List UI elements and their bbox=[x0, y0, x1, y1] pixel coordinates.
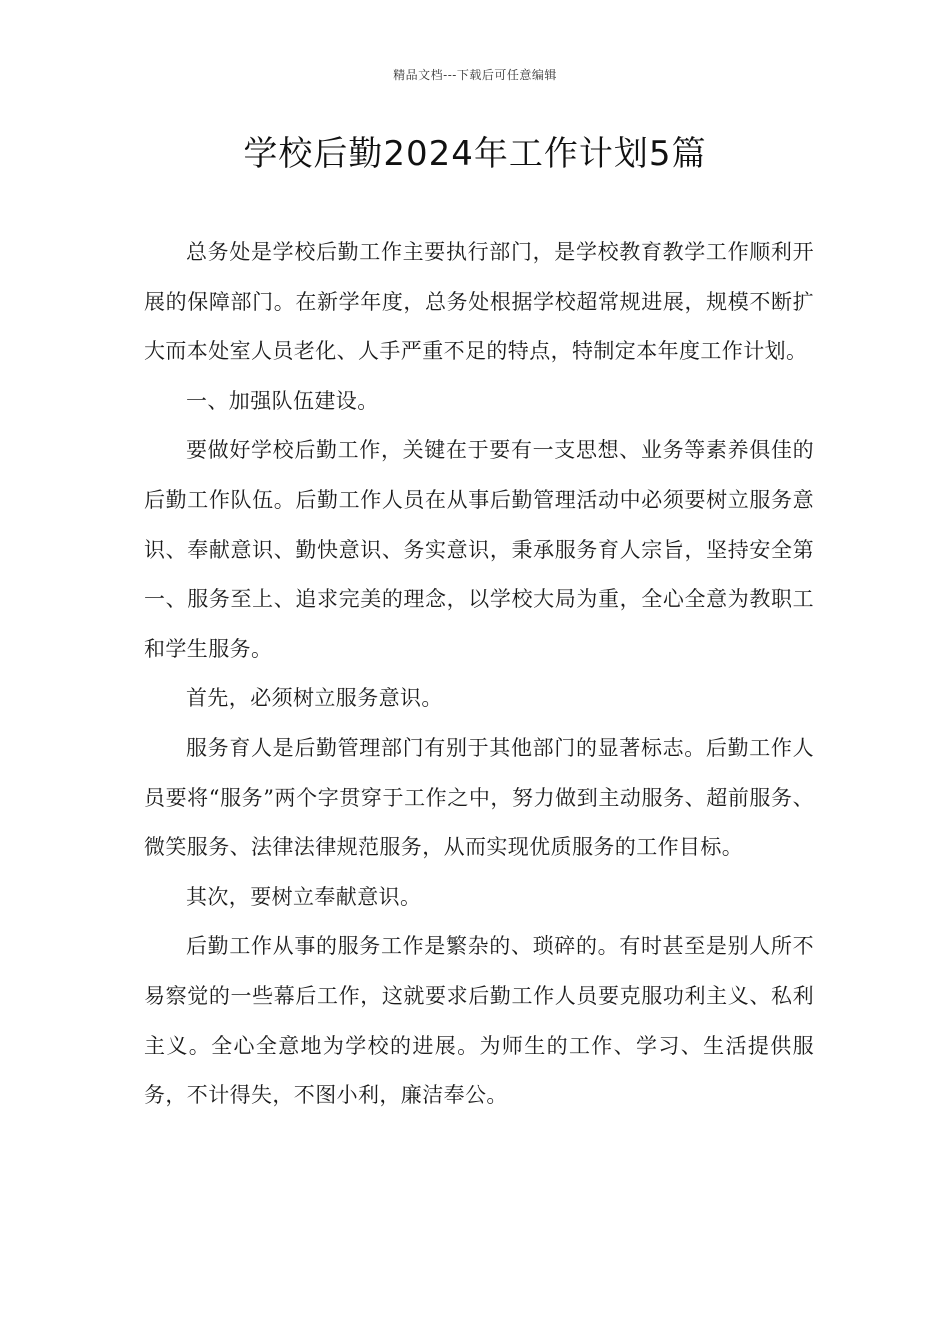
paragraph-service-awareness: 服务育人是后勤管理部门有别于其他部门的显著标志。后勤工作人员要将“服务”两个字贯穿于工作之中，努力做到主动服务、超前服务、微笑服务、法律法律规范服务，从而实现优质服务的工作目标。 bbox=[144, 735, 814, 860]
document-title: 学校后勤2024年工作计划5篇 bbox=[243, 134, 707, 174]
paragraph-intro: 总务处是学校后勤工作主要执行部门，是学校教育教学工作顺利开展的保障部门。在新学年度，总务处根据学校超常规进展，规模不断扩大而本处室人员老化、人手严重不足的特点，特制定本年度工作计划。 bbox=[144, 240, 814, 364]
header-note: 精品文档---下载后可任意编辑 bbox=[393, 68, 557, 82]
paragraph-dedication-heading: 其次，要树立奉献意识。 bbox=[186, 884, 422, 909]
paragraph-dedication: 后勤工作从事的服务工作是繁杂的、琐碎的。有时甚至是别人所不易察觉的一些幕后工作，这就要求后勤工作人员要克服功利主义、私利主义。全心全意地为学校的进展。为师生的工作、学习、生活提供服务，不计得失，不图小利，廉洁奉公。 bbox=[144, 934, 814, 1108]
paragraph-heading-team-building: 一、加强队伍建设。 bbox=[186, 388, 379, 413]
paragraph-service-awareness-heading: 首先，必须树立服务意识。 bbox=[186, 686, 443, 711]
paragraph-team-building: 要做好学校后勤工作，关键在于要有一支思想、业务等素养俱佳的后勤工作队伍。后勤工作人员在从事后勤管理活动中必须要树立服务意识、奉献意识、勤快意识、务实意识，秉承服务育人宗旨，坚持安全第一、服务至上、追求完美的理念，以学校大局为重，全心全意为教职工和学生服务。 bbox=[144, 438, 814, 661]
document-body bbox=[144, 228, 814, 1121]
